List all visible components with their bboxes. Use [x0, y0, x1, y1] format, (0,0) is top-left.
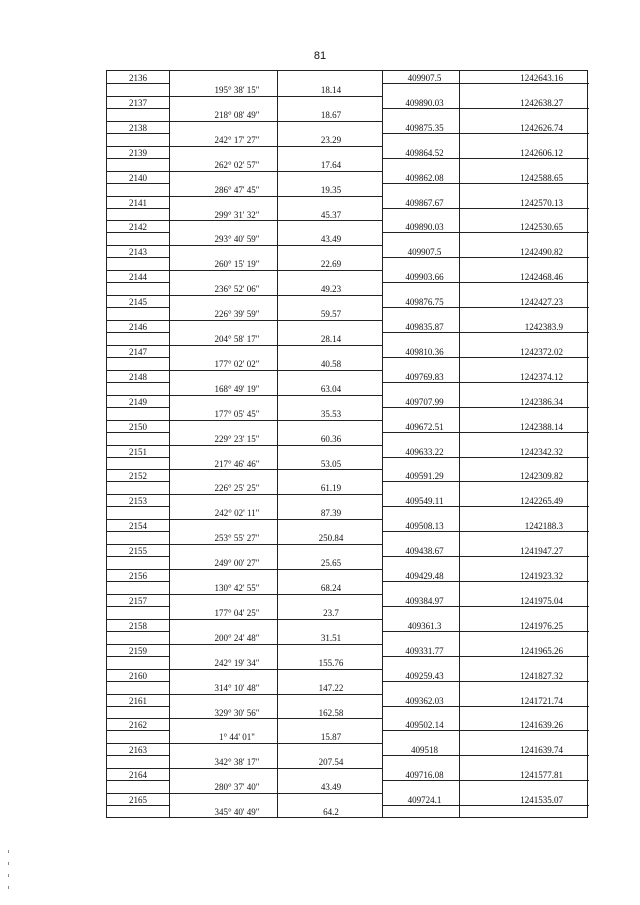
northing-value: 409502.14 [405, 720, 444, 731]
easting-value: 1242530.65 [520, 222, 563, 233]
bearing-value: 342° 38' 17" [214, 757, 260, 768]
northing-value: 409429.48 [405, 571, 444, 581]
distance-value: 53.05 [320, 458, 342, 469]
easting-value: 1241577.81 [520, 770, 563, 781]
row-divider [169, 793, 382, 794]
station-id: 2143 [129, 247, 147, 258]
northing-value: 409633.22 [405, 446, 444, 457]
distance-value: 63.04 [320, 383, 342, 394]
distance-value: 15.87 [320, 732, 342, 743]
bearing-value: 226° 39' 59" [214, 309, 260, 320]
station-id: 2144 [129, 272, 147, 283]
station-id: 2158 [129, 620, 147, 631]
station-id: 2160 [129, 670, 147, 681]
station-id: 2164 [129, 770, 147, 781]
bearing-value: 262° 02' 57" [214, 159, 260, 170]
station-id: 2140 [129, 172, 147, 183]
station-id: 2138 [129, 122, 147, 133]
bearing-value: 229° 23' 15" [214, 433, 260, 444]
bearing-value: 1° 44' 01" [219, 732, 255, 743]
bearing-value: 236° 52' 06" [214, 284, 260, 295]
northing-value: 409438.67 [405, 546, 444, 557]
row-divider [169, 469, 382, 470]
bearing-value: 253° 55' 27" [214, 533, 260, 544]
station-id: 2154 [129, 521, 147, 532]
row-divider [169, 743, 382, 744]
station-id: 2151 [129, 446, 147, 457]
row-divider [169, 171, 382, 172]
station-id: 2163 [129, 745, 147, 756]
bearing-value: 204° 58' 17" [214, 334, 260, 344]
northing-value: 409508.13 [405, 521, 444, 532]
northing-value: 409518 [411, 745, 438, 756]
row-divider [169, 196, 382, 197]
distance-value: 87.39 [320, 508, 342, 519]
station-id: 2137 [129, 97, 147, 108]
northing-value: 409591.29 [405, 471, 444, 482]
easting-value: 1242468.46 [520, 272, 563, 283]
easting-value: 1242626.74 [520, 122, 563, 133]
distance-value: 162.58 [318, 707, 344, 718]
distance-value: 19.35 [320, 184, 342, 195]
distance-value: 35.53 [320, 408, 342, 419]
northing-value: 409769.83 [405, 371, 444, 382]
survey-coordinate-table [106, 70, 588, 818]
distance-value: 61.19 [320, 483, 342, 494]
row-divider [169, 345, 382, 346]
distance-value: 59.57 [320, 309, 342, 320]
row-divider [169, 96, 382, 97]
northing-value: 409724.1 [407, 795, 442, 806]
bearing-value: 249° 00' 27" [214, 558, 260, 569]
station-id: 2149 [129, 396, 147, 407]
easting-value: 1242490.82 [520, 247, 563, 258]
row-divider [169, 644, 382, 645]
northing-value: 409876.75 [405, 297, 444, 308]
northing-value: 409864.52 [405, 147, 444, 158]
bearing-value: 177° 05' 45" [214, 408, 260, 419]
northing-value: 409810.36 [405, 346, 444, 357]
row-divider [169, 146, 382, 147]
distance-value: 17.64 [320, 159, 342, 170]
distance-value: 60.36 [320, 433, 342, 444]
distance-value: 49.23 [320, 284, 342, 295]
row-divider [169, 245, 382, 246]
distance-value: 68.24 [320, 583, 342, 593]
easting-value: 1242372.02 [520, 346, 563, 357]
bearing-value: 226° 25' 25" [214, 483, 260, 494]
station-id: 2139 [129, 147, 147, 158]
northing-value: 409707.99 [405, 396, 444, 407]
easting-value: 1241976.25 [520, 620, 563, 631]
easting-value: 1241923.32 [520, 571, 563, 581]
northing-value: 409835.87 [405, 322, 444, 332]
northing-value: 409549.11 [405, 496, 444, 507]
northing-value: 409672.51 [405, 421, 444, 432]
bearing-value: 177° 04' 25" [214, 607, 260, 618]
distance-value: 25.65 [320, 558, 342, 569]
bearing-value: 242° 19' 34" [214, 657, 260, 668]
distance-value: 18.14 [320, 85, 342, 95]
margin-mark [8, 874, 9, 877]
station-id: 2153 [129, 496, 147, 507]
bearing-value: 286° 47' 45" [214, 184, 260, 195]
margin-mark [8, 850, 9, 853]
row-divider [169, 370, 382, 371]
row-divider [169, 718, 382, 719]
bearing-value: 242° 17' 27" [214, 134, 260, 145]
easting-value: 1242265.49 [520, 496, 563, 507]
northing-value: 409875.35 [405, 122, 444, 133]
easting-value: 1242383.9 [524, 322, 563, 332]
row-divider [169, 270, 382, 271]
bearing-value: 218° 08' 49" [214, 109, 260, 120]
station-id: 2147 [129, 346, 147, 357]
easting-value: 1241721.74 [520, 695, 563, 706]
easting-value: 1241965.26 [520, 645, 563, 656]
row-divider [169, 395, 382, 396]
distance-value: 147.22 [318, 682, 344, 693]
row-divider [169, 594, 382, 595]
station-id: 2145 [129, 297, 147, 308]
row-divider [169, 320, 382, 321]
northing-value: 409362.03 [405, 695, 444, 706]
distance-value: 28.14 [320, 334, 342, 344]
distance-value: 22.69 [320, 259, 342, 270]
easting-value: 1241947.27 [520, 546, 563, 557]
bearing-value: 299° 31' 32" [214, 209, 260, 220]
station-id: 2156 [129, 571, 147, 581]
station-id: 2152 [129, 471, 147, 482]
easting-value: 1242606.12 [520, 147, 563, 158]
easting-value: 1241827.32 [520, 670, 563, 681]
easting-value: 1242588.65 [520, 172, 563, 183]
northing-value: 409907.5 [407, 73, 442, 83]
northing-value: 409862.08 [405, 172, 444, 183]
distance-value: 250.84 [318, 533, 344, 544]
easting-value: 1241535.07 [520, 795, 563, 806]
row-divider [169, 694, 382, 695]
northing-value: 409384.97 [405, 595, 444, 606]
easting-value: 1242309.82 [520, 471, 563, 482]
distance-value: 64.2 [323, 807, 339, 818]
station-id: 2148 [129, 371, 147, 382]
row-divider [169, 420, 382, 421]
station-id: 2142 [129, 222, 147, 233]
row-divider [169, 569, 382, 570]
margin-mark [8, 886, 9, 889]
easting-value: 1242643.16 [520, 73, 563, 83]
easting-value: 1242638.27 [520, 97, 563, 108]
bearing-value: 177° 02' 02" [214, 358, 260, 369]
bearing-value: 242° 02' 11" [214, 508, 260, 519]
easting-value: 1242374.12 [520, 371, 563, 382]
station-id: 2165 [129, 795, 147, 806]
easting-value: 1242570.13 [520, 197, 563, 208]
station-id: 2146 [129, 322, 147, 332]
distance-value: 207.54 [318, 757, 344, 768]
station-id: 2136 [129, 73, 147, 83]
distance-value: 23.7 [323, 607, 339, 618]
distance-value: 18.67 [320, 109, 342, 120]
row-divider [169, 121, 382, 122]
row-divider [169, 494, 382, 495]
bearing-value: 314° 10' 48" [214, 682, 260, 693]
distance-value: 43.49 [320, 234, 342, 245]
bearing-value: 280° 37' 40" [214, 782, 260, 793]
bearing-value: 200° 24' 48" [214, 632, 260, 643]
easting-value: 1241639.26 [520, 720, 563, 731]
station-id: 2161 [129, 695, 147, 706]
easting-value: 1242386.34 [520, 396, 563, 407]
station-id: 2150 [129, 421, 147, 432]
distance-value: 40.58 [320, 358, 342, 369]
row-divider [169, 220, 382, 221]
bearing-value: 293° 40' 59" [214, 234, 260, 245]
easting-value: 1242427.23 [520, 297, 563, 308]
bearing-value: 260° 15' 19" [214, 259, 260, 270]
bearing-value: 195° 38' 15" [214, 85, 260, 95]
northing-value: 409907.5 [407, 247, 442, 258]
page-number: 81 [313, 50, 327, 62]
distance-value: 155.76 [318, 657, 344, 668]
easting-value: 1242188.3 [524, 521, 563, 532]
station-id: 2157 [129, 595, 147, 606]
row-divider [169, 519, 382, 520]
bearing-value: 345° 40' 49" [214, 807, 260, 818]
station-id: 2159 [129, 645, 147, 656]
row-divider [169, 544, 382, 545]
bearing-value: 217° 46' 46" [214, 458, 260, 469]
northing-value: 409259.43 [405, 670, 444, 681]
station-id: 2141 [129, 197, 147, 208]
easting-value: 1241975.04 [520, 595, 563, 606]
distance-value: 45.37 [320, 209, 342, 220]
easting-value: 1242388.14 [520, 421, 563, 432]
bearing-value: 130° 42' 55" [214, 583, 260, 593]
easting-value: 1242342.32 [520, 446, 563, 457]
northing-value: 409890.03 [405, 97, 444, 108]
row-divider [169, 768, 382, 769]
distance-value: 23.29 [320, 134, 342, 145]
row-divider [169, 669, 382, 670]
station-id: 2162 [129, 720, 147, 731]
northing-value: 409331.77 [405, 645, 444, 656]
margin-mark [8, 862, 9, 865]
northing-value: 409716.08 [405, 770, 444, 781]
distance-value: 31.51 [320, 632, 342, 643]
station-id: 2155 [129, 546, 147, 557]
easting-value: 1241639.74 [520, 745, 563, 756]
northing-value: 409361.3 [407, 620, 442, 631]
northing-value: 409903.66 [405, 272, 444, 283]
bearing-value: 168° 49' 19" [214, 383, 260, 394]
row-divider [169, 445, 382, 446]
bearing-value: 329° 30' 56" [214, 707, 260, 718]
northing-value: 409890.03 [405, 222, 444, 233]
row-divider [169, 619, 382, 620]
distance-value: 43.49 [320, 782, 342, 793]
northing-value: 409867.67 [405, 197, 444, 208]
row-divider [169, 295, 382, 296]
